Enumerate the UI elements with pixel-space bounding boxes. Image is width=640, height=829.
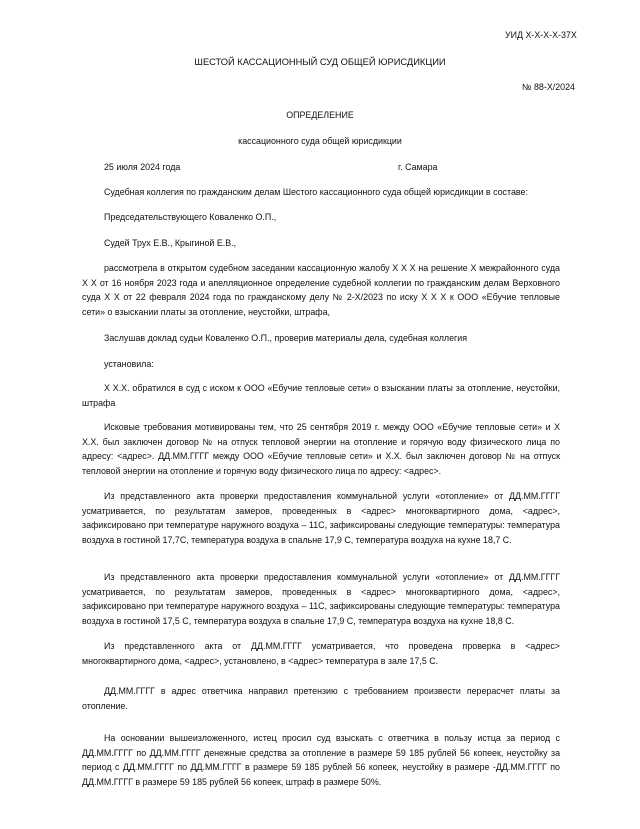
case-uid: УИД Х-Х-Х-Х-37Х <box>505 30 577 40</box>
paragraph: Из представленного акта проверки предоставления коммунальной услуги «отопление» от ДД.ММ.ГГГГ усматривается, по результатам замеров, проведенных в <адрес> многоквартирного дома, <адрес>, зафиксировано при температуре наружного воздуха – 11С, зафиксированы следующие температуры: температура воздуха в гостиной 17,5 С, температура воздуха в спальне 17,9 С, температура воздуха на кухне 18,8 С. <box>82 572 560 626</box>
paragraph: Х Х.Х. обратился в суд с иском к ООО «Ебучие тепловые сети» о взыскании платы за отопление, неустойки, штрафа <box>82 383 560 408</box>
composition-intro: Судебная коллегия по гражданским делам Шестого кассационного суда общей юрисдикции в составе: <box>104 187 528 197</box>
heard-paragraph: Заслушав доклад судьи Коваленко О.П., проверив материалы дела, судебная коллегия <box>104 333 468 343</box>
panel-judges: Судей Трух Е.В., Крыгиной Е.В., <box>104 238 237 248</box>
paragraph: Из представленного акта проверки предоставления коммунальной услуги «отопление» от ДД.ММ.ГГГГ усматривается, по результатам замеров, проведенных в <адрес> многоквартирного дома, <адрес>, зафиксировано при температуре наружного воздуха – 11С, зафиксированы следующие температуры: температура воздуха в гостиной 17,7С, температура воздуха в спальне 17,9 С, температура воздуха на кухне 18,7 С. <box>82 491 560 545</box>
presiding-judge: Председательствующего Коваленко О.П., <box>104 212 277 222</box>
paragraph: ДД.ММ.ГГГГ в адрес ответчика направил претензию с требованием произвести перерасчет платы за отопление. <box>82 686 560 711</box>
paragraph: На основании вышеизложенного, истец просил суд взыскать с ответчика в пользу истца за период с ДД.ММ.ГГГГ по ДД.ММ.ГГГГ денежные средства за отопление в размере 59 185 рублей 56 копеек, неустойку за период с ДД.ММ.ГГГГ по ДД.ММ.ГГГГ в размере 59 185 рублей 56 копеек, неустойку в размере -ДД.ММ.ГГГГ по ДД.ММ.ГГГГ в размере 59 185 рублей 56 копеек, штраф в размере 50%. <box>82 733 560 787</box>
document-city: г. Самара <box>398 162 438 172</box>
paragraph: Исковые требования мотивированы тем, что 25 сентября 2019 г. между ООО «Ебучие тепловые сети» и Х Х.Х. был заключен договор № на отпуск тепловой энергии на отопление и горячую воду физического лица по адресу: <адрес>. ДД.ММ.ГГГГ между ООО «Ебучие тепловые сети» и Х.Х. был заключен договор № на отпуск тепловой энергии на отопление и горячую воду физического лица по адресу: <адрес>. <box>82 422 560 476</box>
considered-paragraph: рассмотрела в открытом судебном заседании кассационную жалобу Х Х Х на решение Х межрайонного суда Х Х от 16 ноября 2023 года и апелляционное определение судебной коллегии по гражданским делам Верховного суда Х Х от 22 февраля 2024 года по гражданскому делу № 2-Х/2023 по иску Х Х Х к ООО «Ебучие тепловые сети» о взыскании платы за отопление, неустойки, штрафа, <box>82 263 560 317</box>
established-label: установила: <box>104 359 154 369</box>
case-number: № 88-Х/2024 <box>522 82 575 92</box>
document-date: 25 июля 2024 года <box>104 162 181 172</box>
doc-subtitle: кассационного суда общей юрисдикции <box>238 136 402 146</box>
doc-title: ОПРЕДЕЛЕНИЕ <box>286 110 354 120</box>
paragraph: Из представленного акта от ДД.ММ.ГГГГ усматривается, что проведена проверка в <адрес> многоквартирного дома, <адрес>, установлено, в <адрес> температура в зале 17,5 С. <box>82 641 560 666</box>
court-name: ШЕСТОЙ КАССАЦИОННЫЙ СУД ОБЩЕЙ ЮРИСДИКЦИИ <box>194 57 446 67</box>
